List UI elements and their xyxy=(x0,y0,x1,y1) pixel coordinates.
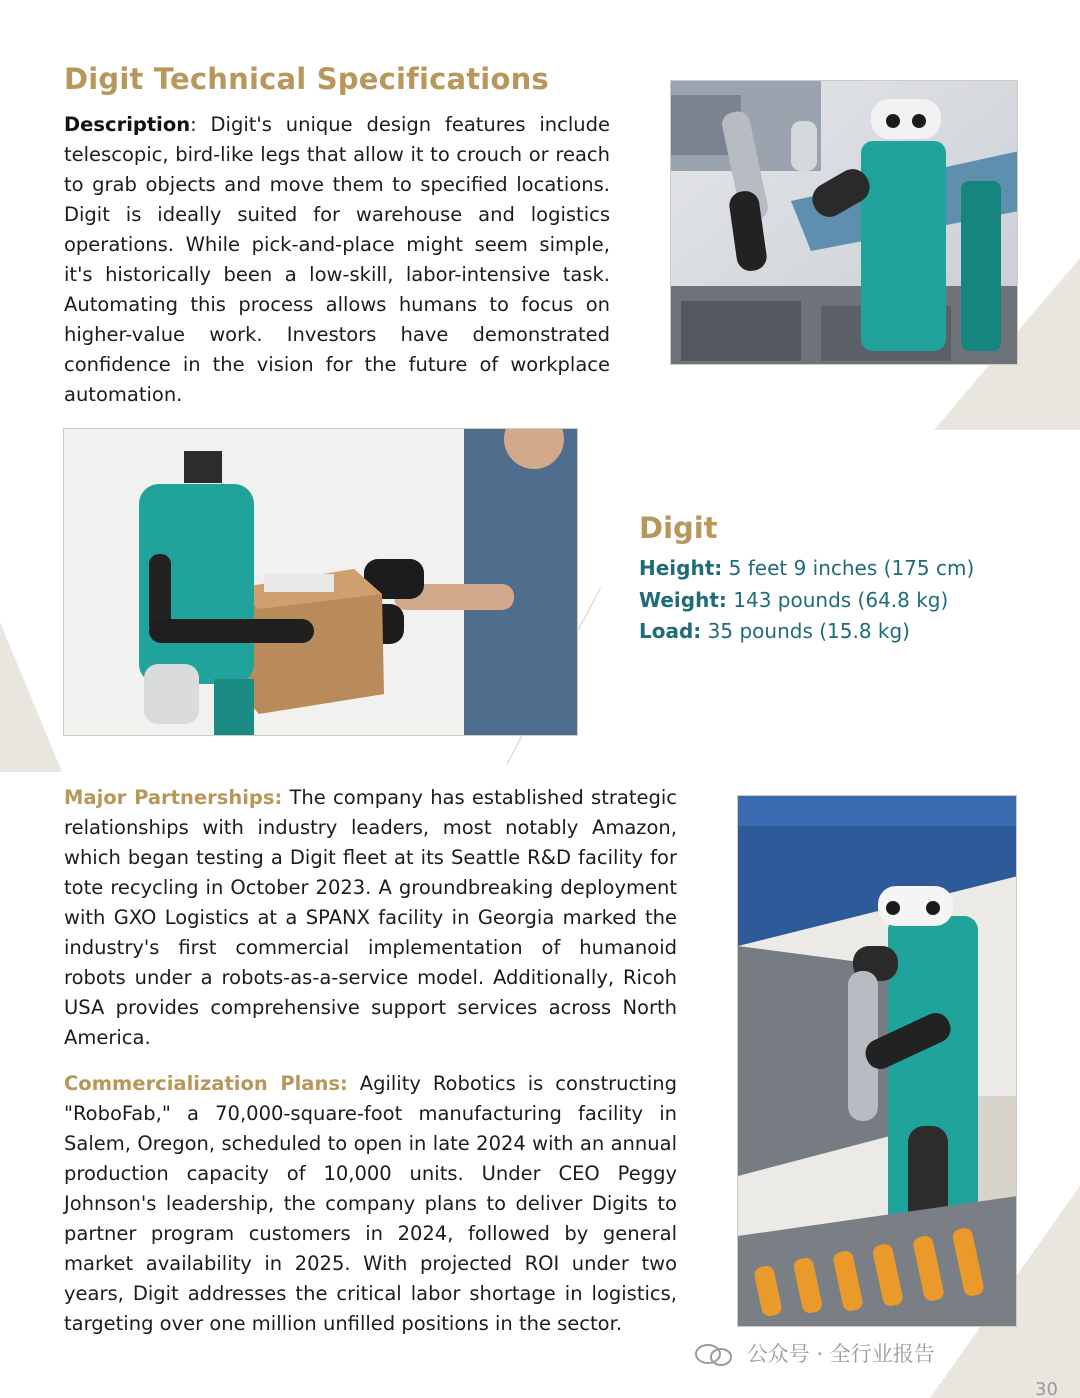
page-number: 30 xyxy=(1035,1379,1058,1398)
partnerships-text: The company has established strategic relationships with industry leaders, most notably Amazon, which began testing a Digit fleet at its Seattle R&D facility for tote recycling in October 2023. A groundbreaking deployment with GXO Logistics at a SPANX facility in Georgia marked the industry's first commercial implementation of humanoid robots under a robots-as-a-service model. Additionally, Ricoh USA provides comprehensive support services across North America. xyxy=(64,786,677,1049)
spec-height-value: 5 feet 9 inches (175 cm) xyxy=(722,556,975,580)
commercialization-label: Commercialization Plans: xyxy=(64,1072,348,1095)
spec-height xyxy=(639,553,1039,585)
spec-load-value: 35 pounds (15.8 kg) xyxy=(701,619,910,643)
partnerships-label: Major Partnerships: xyxy=(64,786,283,809)
watermark-text: 公众号 · 全行业报告 xyxy=(746,1342,935,1366)
spec-weight-label: Weight: xyxy=(639,587,727,612)
robot-box-handoff-photo xyxy=(63,428,578,736)
robot-conveyor-photo xyxy=(737,795,1017,1327)
page-title: Digit Technical Specifications xyxy=(64,62,549,96)
commercialization-paragraph xyxy=(64,1069,677,1339)
description-text: : Digit's unique design features include telescopic, bird-like legs that allow it to crouch or reach to grab objects and move them to specified locations. Digit is ideally suited for warehouse and logistics operations. While pick-and-place might seem simple, it's historically been a low-skill, labor-intensive task. Automating this process allows humans to focus on higher-value work. Investors have demonstrated confidence in the vision for the future of workplace automation. xyxy=(64,113,610,406)
spec-weight-value: 143 pounds (64.8 kg) xyxy=(726,587,949,612)
partnerships-paragraph xyxy=(64,783,677,1053)
description-paragraph xyxy=(64,110,610,410)
commercialization-text: Agility Robotics is constructing "RoboFab," a 70,000-square-foot manufacturing facility in Salem, Oregon, scheduled to open in late 2024 with an annual production capacity of 10,000 units. Under CEO Peggy Johnson's leadership, the company plans to deliver Digits to partner program customers in 2024, followed by general market availability in 2025. With projected ROI under two years, Digit addresses the critical labor shortage in logistics, targeting over one million unfilled positions in the sector. xyxy=(64,1072,677,1335)
specs-title: Digit xyxy=(639,511,718,545)
spec-load-label: Load: xyxy=(639,619,702,643)
description-label: Description xyxy=(64,113,191,136)
spec-height-label: Height: xyxy=(639,556,723,580)
watermark xyxy=(694,1338,935,1368)
wechat-icon xyxy=(694,1343,734,1367)
spec-load xyxy=(639,616,1039,648)
spec-weight xyxy=(639,585,1039,617)
specs-panel xyxy=(639,511,1039,648)
robot-picking-tote-photo xyxy=(670,80,1018,365)
decorative-triangle-left xyxy=(0,622,62,772)
